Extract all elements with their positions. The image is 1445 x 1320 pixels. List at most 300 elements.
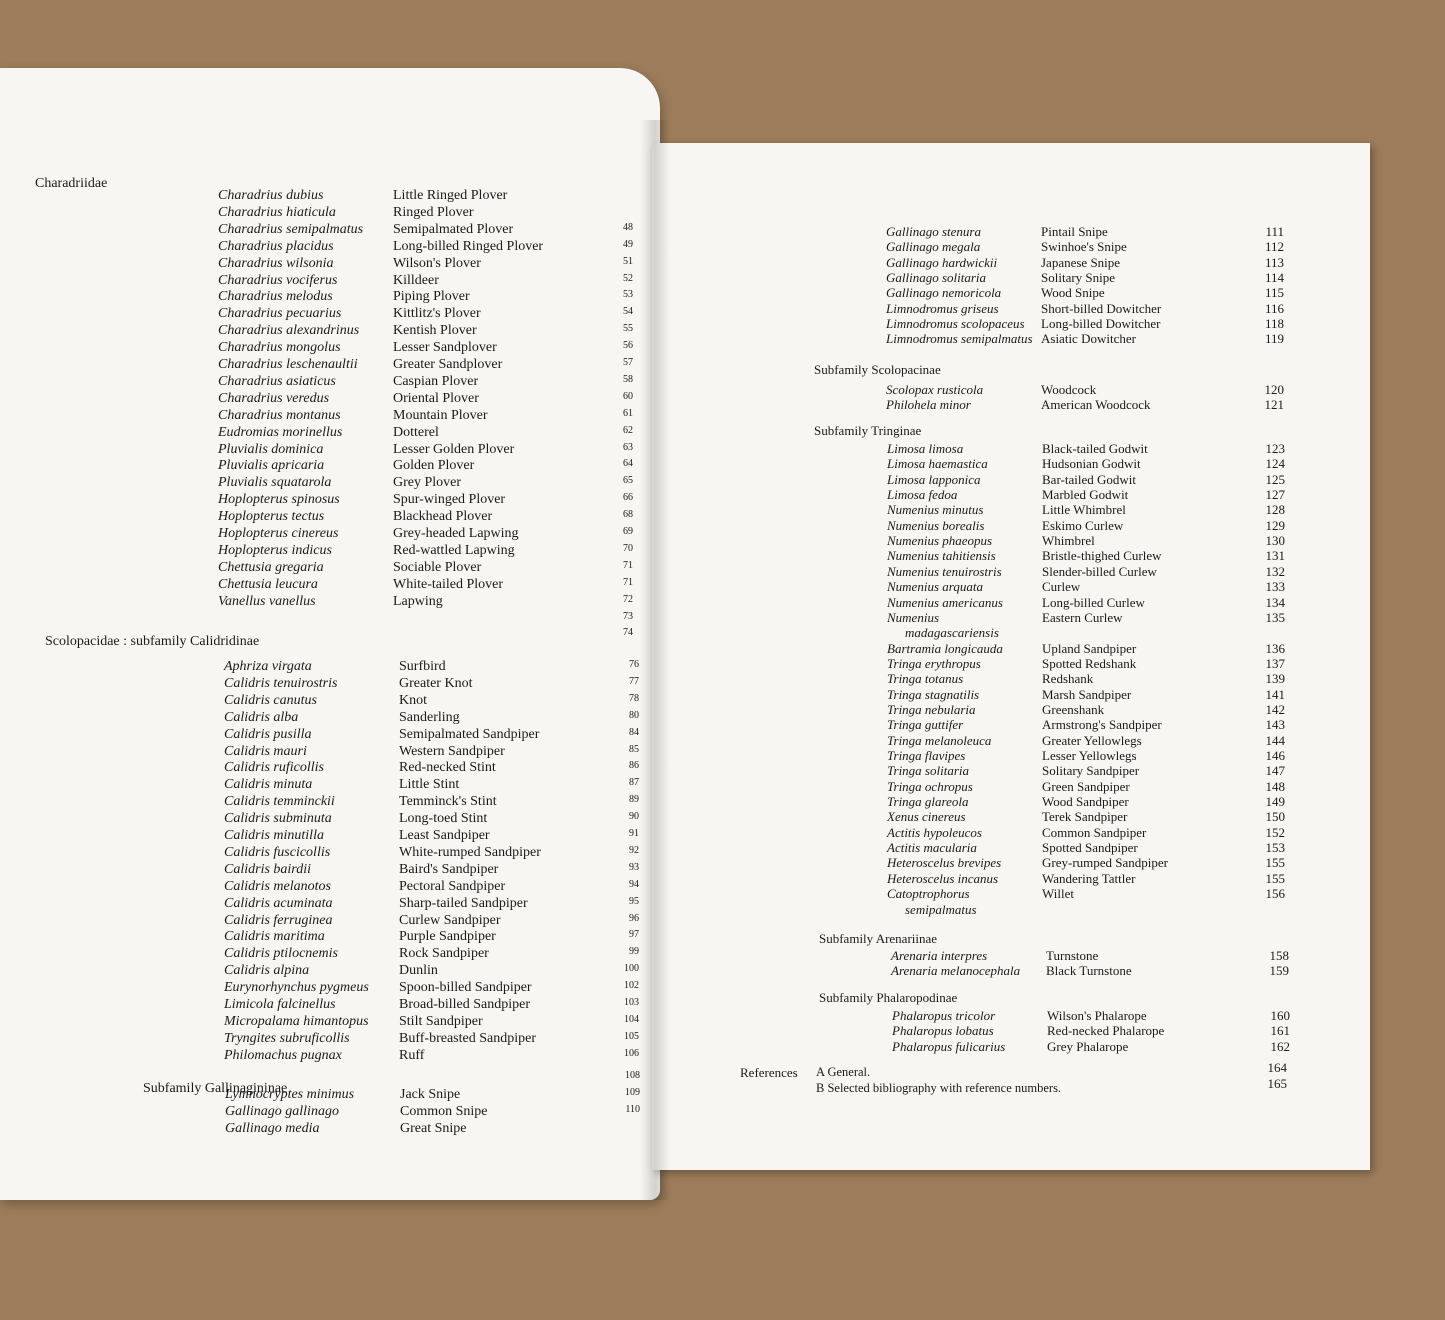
scientific-name: Numenius minutus xyxy=(887,502,984,518)
page-number: 135 xyxy=(1265,609,1285,625)
list-item xyxy=(218,222,638,239)
scientific-name: semipalmatus xyxy=(905,901,977,917)
page-number: 92 xyxy=(629,844,639,856)
list-item xyxy=(218,391,638,408)
scientific-name: Calidris acuminata xyxy=(224,895,333,911)
common-name: Grey Plover xyxy=(393,475,462,491)
list-item xyxy=(224,727,644,744)
scientific-name: Calidris melanotos xyxy=(224,878,331,894)
scientific-name: Calidris alpina xyxy=(224,963,310,979)
list-item xyxy=(224,710,644,727)
common-name: Lesser Sandplover xyxy=(393,340,497,356)
page-number: 65 xyxy=(623,475,633,487)
list-item xyxy=(224,777,644,794)
common-name: Pintail Snipe xyxy=(1041,224,1108,239)
scientific-name: Tringa glareola xyxy=(887,794,969,810)
page-number: 108 xyxy=(625,1070,640,1081)
left-page xyxy=(0,68,660,1200)
page-number: 96 xyxy=(629,912,639,924)
page-number: 153 xyxy=(1265,840,1285,856)
scientific-name: Phalaropus lobatus xyxy=(892,1023,994,1039)
common-name: Red-wattled Lapwing xyxy=(393,542,515,558)
page-number: 56 xyxy=(623,340,633,352)
list-item xyxy=(224,676,644,693)
common-name: Red-necked Phalarope xyxy=(1047,1023,1165,1039)
page-number: 93 xyxy=(629,861,639,873)
page-number: 164 xyxy=(1267,1060,1287,1075)
scientific-name: Gallinago gallinago xyxy=(225,1103,339,1119)
list-item xyxy=(218,374,638,391)
common-name: Bar-tailed Godwit xyxy=(1042,471,1136,487)
page-number: 53 xyxy=(623,289,633,301)
scientific-name: Tryngites subruficollis xyxy=(224,1030,350,1046)
page-number: 60 xyxy=(623,390,633,402)
scientific-name: Limosa haemastica xyxy=(887,456,988,472)
common-name: Greenshank xyxy=(1042,701,1105,717)
common-name: Spotted Sandpiper xyxy=(1042,840,1138,856)
scientific-name: Actitis hypoleucos xyxy=(887,824,982,840)
scientific-name: madagascariensis xyxy=(905,625,999,641)
scientific-name: Charadrius placidus xyxy=(218,238,334,254)
page-number: 48 xyxy=(623,221,633,233)
list-item xyxy=(218,340,638,357)
page-number: 73 xyxy=(623,610,633,622)
list-item xyxy=(218,408,638,425)
scientific-name: Eudromias morinellus xyxy=(218,424,343,440)
page-number: 119 xyxy=(1264,331,1284,347)
common-name: Mountain Plover xyxy=(393,407,488,423)
scientific-name: Actitis macularia xyxy=(887,840,977,856)
page-number: 124 xyxy=(1265,456,1285,472)
common-name: Upland Sandpiper xyxy=(1042,640,1137,656)
common-name: Stilt Sandpiper xyxy=(399,1013,483,1029)
scientific-name: Aphriza virgata xyxy=(224,659,312,674)
section-title: Subfamily Arenariinae xyxy=(819,931,938,946)
section-title: Subfamily Gallinagininae xyxy=(143,1081,288,1096)
page-number: 136 xyxy=(1265,640,1285,656)
page-number: 78 xyxy=(629,692,639,704)
scientific-name: Gallinago nemoricola xyxy=(886,285,1002,301)
page-number: 69 xyxy=(623,526,633,537)
scientific-name: Calidris subminuta xyxy=(224,811,332,827)
page-number: 64 xyxy=(623,458,633,470)
scientific-name: Charadrius pecuarius xyxy=(218,306,342,322)
scientific-name: Calidris tenuirostris xyxy=(224,675,338,691)
scientific-name: Limosa fedoa xyxy=(887,487,958,503)
list-item xyxy=(887,902,1292,919)
page-number: 63 xyxy=(623,441,633,453)
list-item xyxy=(218,442,638,459)
page-number: 66 xyxy=(623,492,633,504)
scientific-name: Gallinago hardwickii xyxy=(886,254,998,270)
common-name: Western Sandpiper xyxy=(399,743,505,759)
scientific-name: Calidris bairdii xyxy=(224,861,312,877)
common-name: Blackhead Plover xyxy=(393,509,493,525)
scientific-name: Charadrius hiaticula xyxy=(218,204,336,220)
scientific-name: Gallinago megala xyxy=(886,239,981,255)
common-name: Eskimo Curlew xyxy=(1042,517,1124,533)
common-name: Little Ringed Plover xyxy=(393,188,508,203)
page-number: 52 xyxy=(623,272,633,284)
list-item xyxy=(218,256,638,273)
scientific-name: Calidris ptilocnemis xyxy=(224,946,338,962)
list-item xyxy=(224,744,644,761)
list-item xyxy=(218,492,638,509)
scientific-name: Calidris ruficollis xyxy=(224,760,324,776)
page-number: 160 xyxy=(1270,1008,1290,1023)
scientific-name: Gallinago stenura xyxy=(886,224,981,239)
common-name: Eastern Curlew xyxy=(1042,609,1123,625)
list-item xyxy=(218,458,638,475)
scientific-name: Calidris mauri xyxy=(224,743,307,759)
page-number: 155 xyxy=(1265,870,1285,886)
page-number: 109 xyxy=(625,1086,640,1098)
scientific-name: Numenius americanus xyxy=(887,594,1003,610)
scientific-name: Hoplopterus spinosus xyxy=(218,492,340,508)
page-number: 71 xyxy=(623,559,633,571)
common-name: Woodcock xyxy=(1041,382,1097,397)
page-number: 149 xyxy=(1265,794,1285,810)
section-title: Subfamily Scolopacinae xyxy=(814,362,941,377)
page-number: 152 xyxy=(1265,824,1285,840)
list-item xyxy=(225,1121,645,1138)
page-number: 120 xyxy=(1264,382,1284,397)
common-name: Rock Sandpiper xyxy=(399,946,489,962)
common-name: Purple Sandpiper xyxy=(399,929,496,945)
common-name: Greater Sandplover xyxy=(393,357,503,372)
scientific-name: Arenaria interpres xyxy=(891,948,988,963)
common-name: Lesser Yellowlegs xyxy=(1042,748,1137,763)
page-number: 61 xyxy=(623,407,633,419)
page-number: 97 xyxy=(629,929,639,941)
scientific-name: Limosa limosa xyxy=(887,441,964,456)
page-number: 99 xyxy=(629,946,639,958)
page-number: 74 xyxy=(623,627,633,639)
page-number: 58 xyxy=(623,373,633,385)
common-name: Solitary Sandpiper xyxy=(1042,763,1140,779)
common-name: American Woodcock xyxy=(1041,397,1151,413)
common-name: Greater Yellowlegs xyxy=(1042,732,1142,748)
common-name: Common Sandpiper xyxy=(1042,824,1147,840)
common-name: Japanese Snipe xyxy=(1041,254,1121,270)
list-item xyxy=(218,188,638,205)
common-name: Curlew Sandpiper xyxy=(399,912,501,928)
scientific-name: Tringa ochropus xyxy=(887,778,973,794)
scientific-name: Limosa lapponica xyxy=(887,471,981,487)
common-name: Long-billed Curlew xyxy=(1042,594,1145,610)
list-item xyxy=(224,980,644,997)
common-name: Long-billed Dowitcher xyxy=(1041,316,1161,332)
common-name: Wilson's Phalarope xyxy=(1047,1008,1147,1023)
list-item xyxy=(218,475,638,492)
list-item xyxy=(224,929,644,946)
scientific-name: Calidris minutilla xyxy=(224,828,324,843)
scientific-name: Numenius arquata xyxy=(887,579,983,595)
page-number: 150 xyxy=(1265,809,1285,825)
common-name: Black-tailed Godwit xyxy=(1042,441,1148,456)
page-number: 87 xyxy=(629,777,639,789)
scientific-name: Heteroscelus brevipes xyxy=(887,855,1002,871)
common-name: Semipalmated Plover xyxy=(393,221,514,237)
common-name: Semipalmated Sandpiper xyxy=(399,726,540,742)
common-name: Kittlitz's Plover xyxy=(393,306,481,322)
scientific-name: Limicola falcinellus xyxy=(224,997,336,1012)
page-number: 133 xyxy=(1265,579,1285,595)
list-item xyxy=(224,997,644,1014)
common-name: Sanderling xyxy=(399,709,460,725)
common-name: Red-necked Stint xyxy=(399,760,496,776)
scientific-name: Gallinago solitaria xyxy=(886,270,987,286)
page-number: 114 xyxy=(1264,270,1284,286)
list-item xyxy=(224,845,644,862)
list-item xyxy=(218,323,638,340)
scientific-name: Numenius tahitiensis xyxy=(887,548,996,564)
scientific-name: Charadrius semipalmatus xyxy=(218,221,364,237)
list-item xyxy=(218,560,638,577)
scientific-name: Scolopax rusticola xyxy=(886,382,984,397)
page-number: 147 xyxy=(1265,763,1285,779)
common-name: Wood Sandpiper xyxy=(1042,794,1129,810)
scientific-name: Tringa totanus xyxy=(887,671,964,687)
reference-item: A General. xyxy=(816,1065,871,1079)
scientific-name: Charadrius leschenaultii xyxy=(218,357,358,372)
common-name: Terek Sandpiper xyxy=(1042,809,1128,825)
scientific-name: Gallinago media xyxy=(225,1120,320,1136)
common-name: Sharp-tailed Sandpiper xyxy=(399,895,528,911)
section-title: Subfamily Tringinae xyxy=(814,423,922,438)
section-title: Scolopacidae : subfamily Calidridinae xyxy=(45,634,260,649)
page-number: 161 xyxy=(1270,1023,1290,1039)
list-item xyxy=(218,289,638,306)
common-name: Hudsonian Godwit xyxy=(1042,456,1141,472)
list-item xyxy=(218,577,638,594)
list-item xyxy=(224,1048,644,1065)
list-item xyxy=(886,397,1291,414)
list-item xyxy=(224,879,644,896)
list-item xyxy=(224,946,644,963)
scientific-name: Numenius borealis xyxy=(887,517,985,533)
scientific-name: Pluvialis squatarola xyxy=(218,475,332,491)
scientific-name: Tringa guttifer xyxy=(887,717,964,733)
list-item xyxy=(218,306,638,323)
common-name: Redshank xyxy=(1042,671,1094,687)
scientific-name: Limnodromus semipalmatus xyxy=(886,331,1033,347)
list-item xyxy=(218,357,638,374)
common-name: Whimbrel xyxy=(1042,533,1095,549)
common-name: Wood Snipe xyxy=(1041,285,1105,301)
scientific-name: Calidris maritima xyxy=(224,929,325,945)
page-number: 94 xyxy=(629,878,639,890)
page-number: 90 xyxy=(629,811,639,823)
page-number: 112 xyxy=(1264,239,1284,255)
page-number: 70 xyxy=(623,542,633,554)
scientific-name: Bartramia longicauda xyxy=(887,640,1003,656)
scientific-name: Micropalama himantopus xyxy=(224,1013,369,1029)
common-name: Willet xyxy=(1042,886,1074,902)
common-name: Killdeer xyxy=(393,272,439,288)
scientific-name: Charadrius veredus xyxy=(218,390,330,406)
common-name: Asiatic Dowitcher xyxy=(1041,331,1136,347)
common-name: Grey Phalarope xyxy=(1047,1038,1129,1054)
page-number: 85 xyxy=(629,743,639,755)
list-item xyxy=(224,1014,644,1031)
scientific-name: Tringa solitaria xyxy=(887,763,969,779)
common-name: Little Whimbrel xyxy=(1042,502,1126,518)
page-number: 143 xyxy=(1265,717,1285,733)
page-number: 91 xyxy=(629,828,639,839)
scientific-name: Tringa melanoleuca xyxy=(887,732,992,748)
list-item xyxy=(218,509,638,526)
page-number: 129 xyxy=(1265,517,1285,533)
scientific-name: Numenius tenuirostris xyxy=(887,563,1002,579)
page-number: 115 xyxy=(1264,285,1284,301)
page-number: 84 xyxy=(629,726,639,738)
scientific-name: Limnodromus scolopaceus xyxy=(886,316,1025,332)
common-name: Wandering Tattler xyxy=(1042,870,1136,886)
scientific-name: Phalaropus fulicarius xyxy=(892,1038,1006,1054)
scientific-name: Charadrius mongolus xyxy=(218,340,341,356)
list-item xyxy=(225,1104,645,1121)
page-number: 89 xyxy=(629,794,639,806)
common-name: Broad-billed Sandpiper xyxy=(399,997,531,1012)
common-name: Caspian Plover xyxy=(393,373,479,389)
page-number: 105 xyxy=(624,1030,639,1042)
common-name: Curlew xyxy=(1042,579,1081,595)
page-number: 137 xyxy=(1265,655,1285,671)
page-number: 159 xyxy=(1269,963,1289,979)
page-number: 71 xyxy=(623,576,633,588)
list-item xyxy=(218,611,638,628)
common-name: Long-billed Ringed Plover xyxy=(393,238,544,254)
page-number: 111 xyxy=(1265,224,1284,239)
list-item xyxy=(224,659,644,676)
common-name: Sociable Plover xyxy=(393,559,482,575)
page-number: 132 xyxy=(1265,563,1285,579)
common-name: Golden Plover xyxy=(393,458,475,474)
scientific-name: Calidris ferruginea xyxy=(224,912,333,928)
page-number: 139 xyxy=(1265,671,1285,687)
common-name: Marbled Godwit xyxy=(1042,487,1129,503)
page-number: 130 xyxy=(1265,533,1285,549)
scientific-name: Charadrius melodus xyxy=(218,289,333,305)
page-number: 102 xyxy=(624,980,639,992)
scientific-name: Calidris temminckii xyxy=(224,794,335,810)
common-name: White-rumped Sandpiper xyxy=(399,844,541,860)
scientific-name: Calidris minuta xyxy=(224,777,313,793)
list-item xyxy=(224,896,644,913)
common-name: Solitary Snipe xyxy=(1041,270,1116,286)
page-number: 86 xyxy=(629,760,639,772)
page-number: 55 xyxy=(623,323,633,335)
scientific-name: Xenus cinereus xyxy=(887,809,966,825)
page-number: 103 xyxy=(624,997,639,1008)
page-number: 49 xyxy=(623,238,633,250)
scientific-name: Hoplopterus cinereus xyxy=(218,526,339,541)
page-number: 128 xyxy=(1265,502,1285,518)
list-item xyxy=(224,794,644,811)
scientific-name: Charadrius asiaticus xyxy=(218,373,336,389)
scientific-name: Vanellus vanellus xyxy=(218,593,316,609)
page-number: 106 xyxy=(624,1047,639,1059)
common-name: Grey-rumped Sandpiper xyxy=(1042,855,1168,871)
page-number: 57 xyxy=(623,357,633,368)
page-number: 127 xyxy=(1265,487,1285,503)
common-name: Short-billed Dowitcher xyxy=(1041,300,1162,316)
common-name: Buff-breasted Sandpiper xyxy=(399,1030,536,1046)
list-item xyxy=(224,760,644,777)
scientific-name: Charadrius alexandrinus xyxy=(218,323,360,339)
page-number: 76 xyxy=(629,659,639,670)
scientific-name: Pluvialis dominica xyxy=(218,441,324,457)
common-name: Surfbird xyxy=(399,659,446,674)
page-number: 165 xyxy=(1267,1076,1287,1091)
list-item xyxy=(218,239,638,256)
page-number: 144 xyxy=(1265,732,1285,748)
page-number: 80 xyxy=(629,709,639,721)
page-number: 110 xyxy=(625,1103,640,1115)
page-number: 123 xyxy=(1265,441,1285,456)
page-number: 95 xyxy=(629,895,639,907)
list-item xyxy=(218,205,638,222)
section-title: Subfamily Phalaropodinae xyxy=(819,990,958,1005)
scientific-name: Chettusia leucura xyxy=(218,576,318,592)
common-name: Common Snipe xyxy=(400,1103,488,1119)
common-name: Oriental Plover xyxy=(393,390,479,406)
page-number: 141 xyxy=(1265,686,1285,702)
scientific-name: Numenius phaeopus xyxy=(887,533,993,549)
list-item xyxy=(891,963,1296,980)
common-name: Lesser Golden Plover xyxy=(393,441,515,457)
page-number: 100 xyxy=(624,963,639,975)
common-name: Temminck's Stint xyxy=(399,794,497,810)
common-name: Baird's Sandpiper xyxy=(399,861,499,877)
list-item xyxy=(225,1070,645,1087)
scientific-name: Limnodromus griseus xyxy=(886,300,999,316)
scientific-name: Pluvialis apricaria xyxy=(218,458,325,474)
common-name: Dunlin xyxy=(399,963,438,979)
scientific-name: Arenaria melanocephala xyxy=(891,963,1021,979)
common-name: Spoon-billed Sandpiper xyxy=(399,980,532,996)
scientific-name: Tringa nebularia xyxy=(887,701,976,717)
common-name: Pectoral Sandpiper xyxy=(399,878,506,894)
list-item xyxy=(218,526,638,543)
scientific-name: Charadrius dubius xyxy=(218,188,324,203)
common-name: Little Stint xyxy=(399,777,460,793)
scientific-name: Tringa flavipes xyxy=(887,748,966,763)
scientific-name: Hoplopterus indicus xyxy=(218,542,332,558)
page-number: 51 xyxy=(623,255,633,267)
scientific-name: Chettusia gregaria xyxy=(218,559,324,575)
common-name: Black Turnstone xyxy=(1046,963,1132,979)
common-name: Long-toed Stint xyxy=(399,811,488,827)
list-item xyxy=(218,594,638,611)
common-name: Piping Plover xyxy=(393,289,470,305)
page-number: 104 xyxy=(624,1013,639,1025)
page-number: 77 xyxy=(629,675,639,687)
list-item xyxy=(224,963,644,980)
scientific-name: Eurynorhynchus pygmeus xyxy=(224,980,369,996)
common-name: Jack Snipe xyxy=(400,1086,461,1102)
common-name: Lapwing xyxy=(393,593,443,609)
common-name: Ruff xyxy=(399,1047,425,1063)
common-name: White-tailed Plover xyxy=(393,576,504,592)
page-number: 158 xyxy=(1269,948,1289,963)
scientific-name: Charadrius wilsonia xyxy=(218,255,334,271)
page-number: 148 xyxy=(1265,778,1285,794)
common-name: Least Sandpiper xyxy=(399,828,490,843)
scientific-name: Charadrius vociferus xyxy=(218,272,338,288)
references-label: References xyxy=(740,1065,798,1080)
